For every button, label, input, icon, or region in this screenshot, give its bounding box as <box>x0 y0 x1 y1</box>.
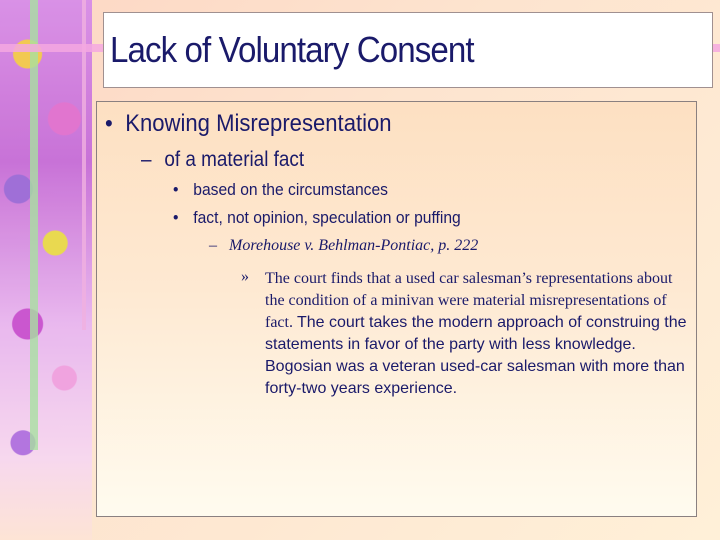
bullet-level3-text: based on the circumstances <box>193 180 388 199</box>
case-citation: Morehouse v. Behlman-Pontiac, p. 222 <box>229 237 479 254</box>
case-summary-part2: The court takes the modern approach of construing the statements in favor of the party with less knowledge. Bogosian was a veteran used-car salesman with more than forty-two years experience. <box>265 314 687 397</box>
slide-title: Lack of Voluntary Consent <box>110 29 474 70</box>
bullet-level2 <box>141 148 304 172</box>
bullet-level2-text: of a material fact <box>164 148 305 171</box>
bullet-level5 <box>241 268 691 400</box>
bullet-level3-text: fact, not opinion, speculation or puffing <box>193 208 461 227</box>
bullet-level1-text: Knowing Misrepresentation <box>125 110 392 137</box>
title-box <box>103 12 713 88</box>
bullet-level3 <box>173 208 461 228</box>
dash-icon: – <box>209 237 217 254</box>
content-box <box>96 101 697 517</box>
case-summary-paragraph <box>265 268 691 400</box>
bullet-icon: • <box>173 208 179 227</box>
bullet-level3 <box>173 180 388 200</box>
case-summary-part1: The court finds that a used car salesman’s representations about the condition of a minivan were material misrepresentations of fact. <box>265 270 673 331</box>
bullet-level1 <box>105 110 392 138</box>
bullet-icon: • <box>105 110 113 137</box>
dash-icon: – <box>141 148 152 171</box>
bullet-level4 <box>209 237 478 255</box>
decorative-vertical-line <box>30 0 38 450</box>
chevron-right-icon: » <box>241 268 249 285</box>
decorative-floral-strip <box>0 0 92 540</box>
bullet-icon: • <box>173 180 179 199</box>
